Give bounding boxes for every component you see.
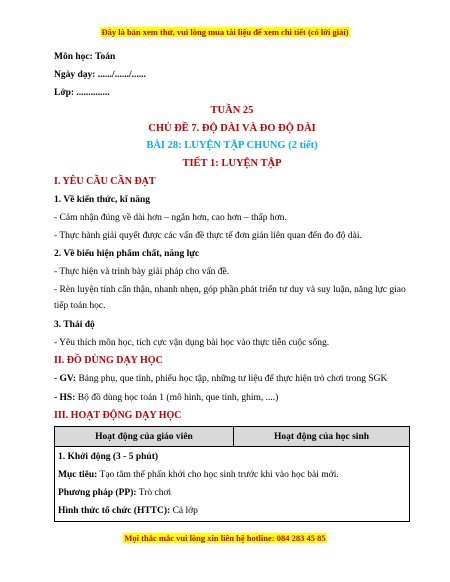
table-row: [55, 447, 410, 522]
activities-table: [54, 426, 410, 522]
student-materials: [54, 389, 410, 407]
date-line: Ngày dạy: ....../....../......: [54, 70, 146, 80]
section-materials-title: II. ĐỒ DÙNG DẠY HỌC: [54, 355, 163, 366]
subsection-attitude-title: 3. Thái độ: [54, 320, 95, 330]
warmup-method: [58, 484, 406, 502]
teacher-materials-text: Bảng phụ, que tính, phiếu học tập, những tư liệu để thực hiện trò chơi trong SGK: [76, 374, 388, 384]
hotline-banner: [0, 533, 450, 543]
warmup-cell: [55, 447, 410, 522]
topic-heading: CHỦ ĐỀ 7. ĐỘ DÀI VÀ ĐO ĐỘ DÀI: [148, 123, 316, 134]
warmup-goal-text: Tạo tâm thế phấn khởi cho học sinh trước khi vào học bài mới.: [97, 470, 339, 480]
table-header-row: [55, 427, 410, 447]
teacher-materials: [54, 370, 410, 389]
warmup-goal: [58, 466, 406, 484]
warmup-method-text: Trò chơi: [136, 488, 172, 498]
week-heading: TUẦN 25: [210, 105, 254, 116]
teacher-materials-label: - GV:: [54, 374, 77, 384]
lesson-heading: BÀI 28: LUYỆN TẬP CHUNG (2 tiết): [146, 140, 318, 151]
preview-notice-banner: [0, 27, 450, 37]
attitude-item: - Yêu thích môn học, tích cực vận dụng bài học vào thực tiễn cuộc sống.: [54, 338, 330, 348]
warmup-heading: 1. Khởi động (3 - 5 phút): [58, 452, 159, 462]
preview-notice-text: Đây là bản xem thử, vui lòng mua tài liệu để xem chi tiết (có lời giải): [101, 27, 349, 37]
student-materials-label: - HS:: [54, 393, 76, 403]
warmup-goal-label: Mục tiêu:: [58, 470, 98, 480]
subsection-competence-title: 2. Về biểu hiện phẩm chất, năng lực: [54, 249, 200, 259]
subsection-knowledge-title: 1. Về kiến thức, kĩ năng: [54, 195, 151, 205]
warmup-form-label: Hình thức tổ chức (HTTC):: [58, 506, 171, 516]
competence-item: - Rèn luyện tính cẩn thận, nhanh nhẹn, góp phần phát triển tư duy và suy luận, năng lực giao tiếp toán học.: [54, 285, 406, 311]
teacher-column-header: Hoạt động của giáo viên: [55, 427, 234, 447]
warmup-form: [58, 502, 406, 520]
knowledge-item: - Thực hành giải quyết được các vấn đề thực tế đơn giản liên quan đến đo độ dài.: [54, 231, 362, 241]
section-activities-title: III. HOẠT ĐỘNG DẠY HỌC: [54, 410, 182, 421]
warmup-form-text: Cả lớp: [170, 506, 198, 516]
hotline-text: Mọi thắc mắc vui lòng xin liên hệ hotline: 084 283 45 85: [124, 533, 326, 543]
class-line: Lớp: ..............: [54, 88, 110, 98]
knowledge-item: - Cảm nhận đúng về dài hơn – ngắn hơn, cao hơn – thấp hơn.: [54, 213, 287, 223]
competence-item: - Thực hiện và trình bày giải pháp cho vấn đề.: [54, 267, 230, 277]
period-heading: TIẾT 1: LUYỆN TẬP: [182, 158, 282, 169]
warmup-method-label: Phương pháp (PP):: [58, 488, 137, 498]
lesson-plan-content: [54, 48, 410, 522]
section-requirements-title: I. YÊU CẦU CẦN ĐẠT: [54, 176, 156, 187]
student-column-header: Hoạt động của học sinh: [234, 427, 410, 447]
student-materials-text: Bộ đồ dùng học toán 1 (mô hình, que tính, ghim, ....): [75, 393, 279, 403]
subject-line: Môn học: Toán: [54, 52, 116, 62]
